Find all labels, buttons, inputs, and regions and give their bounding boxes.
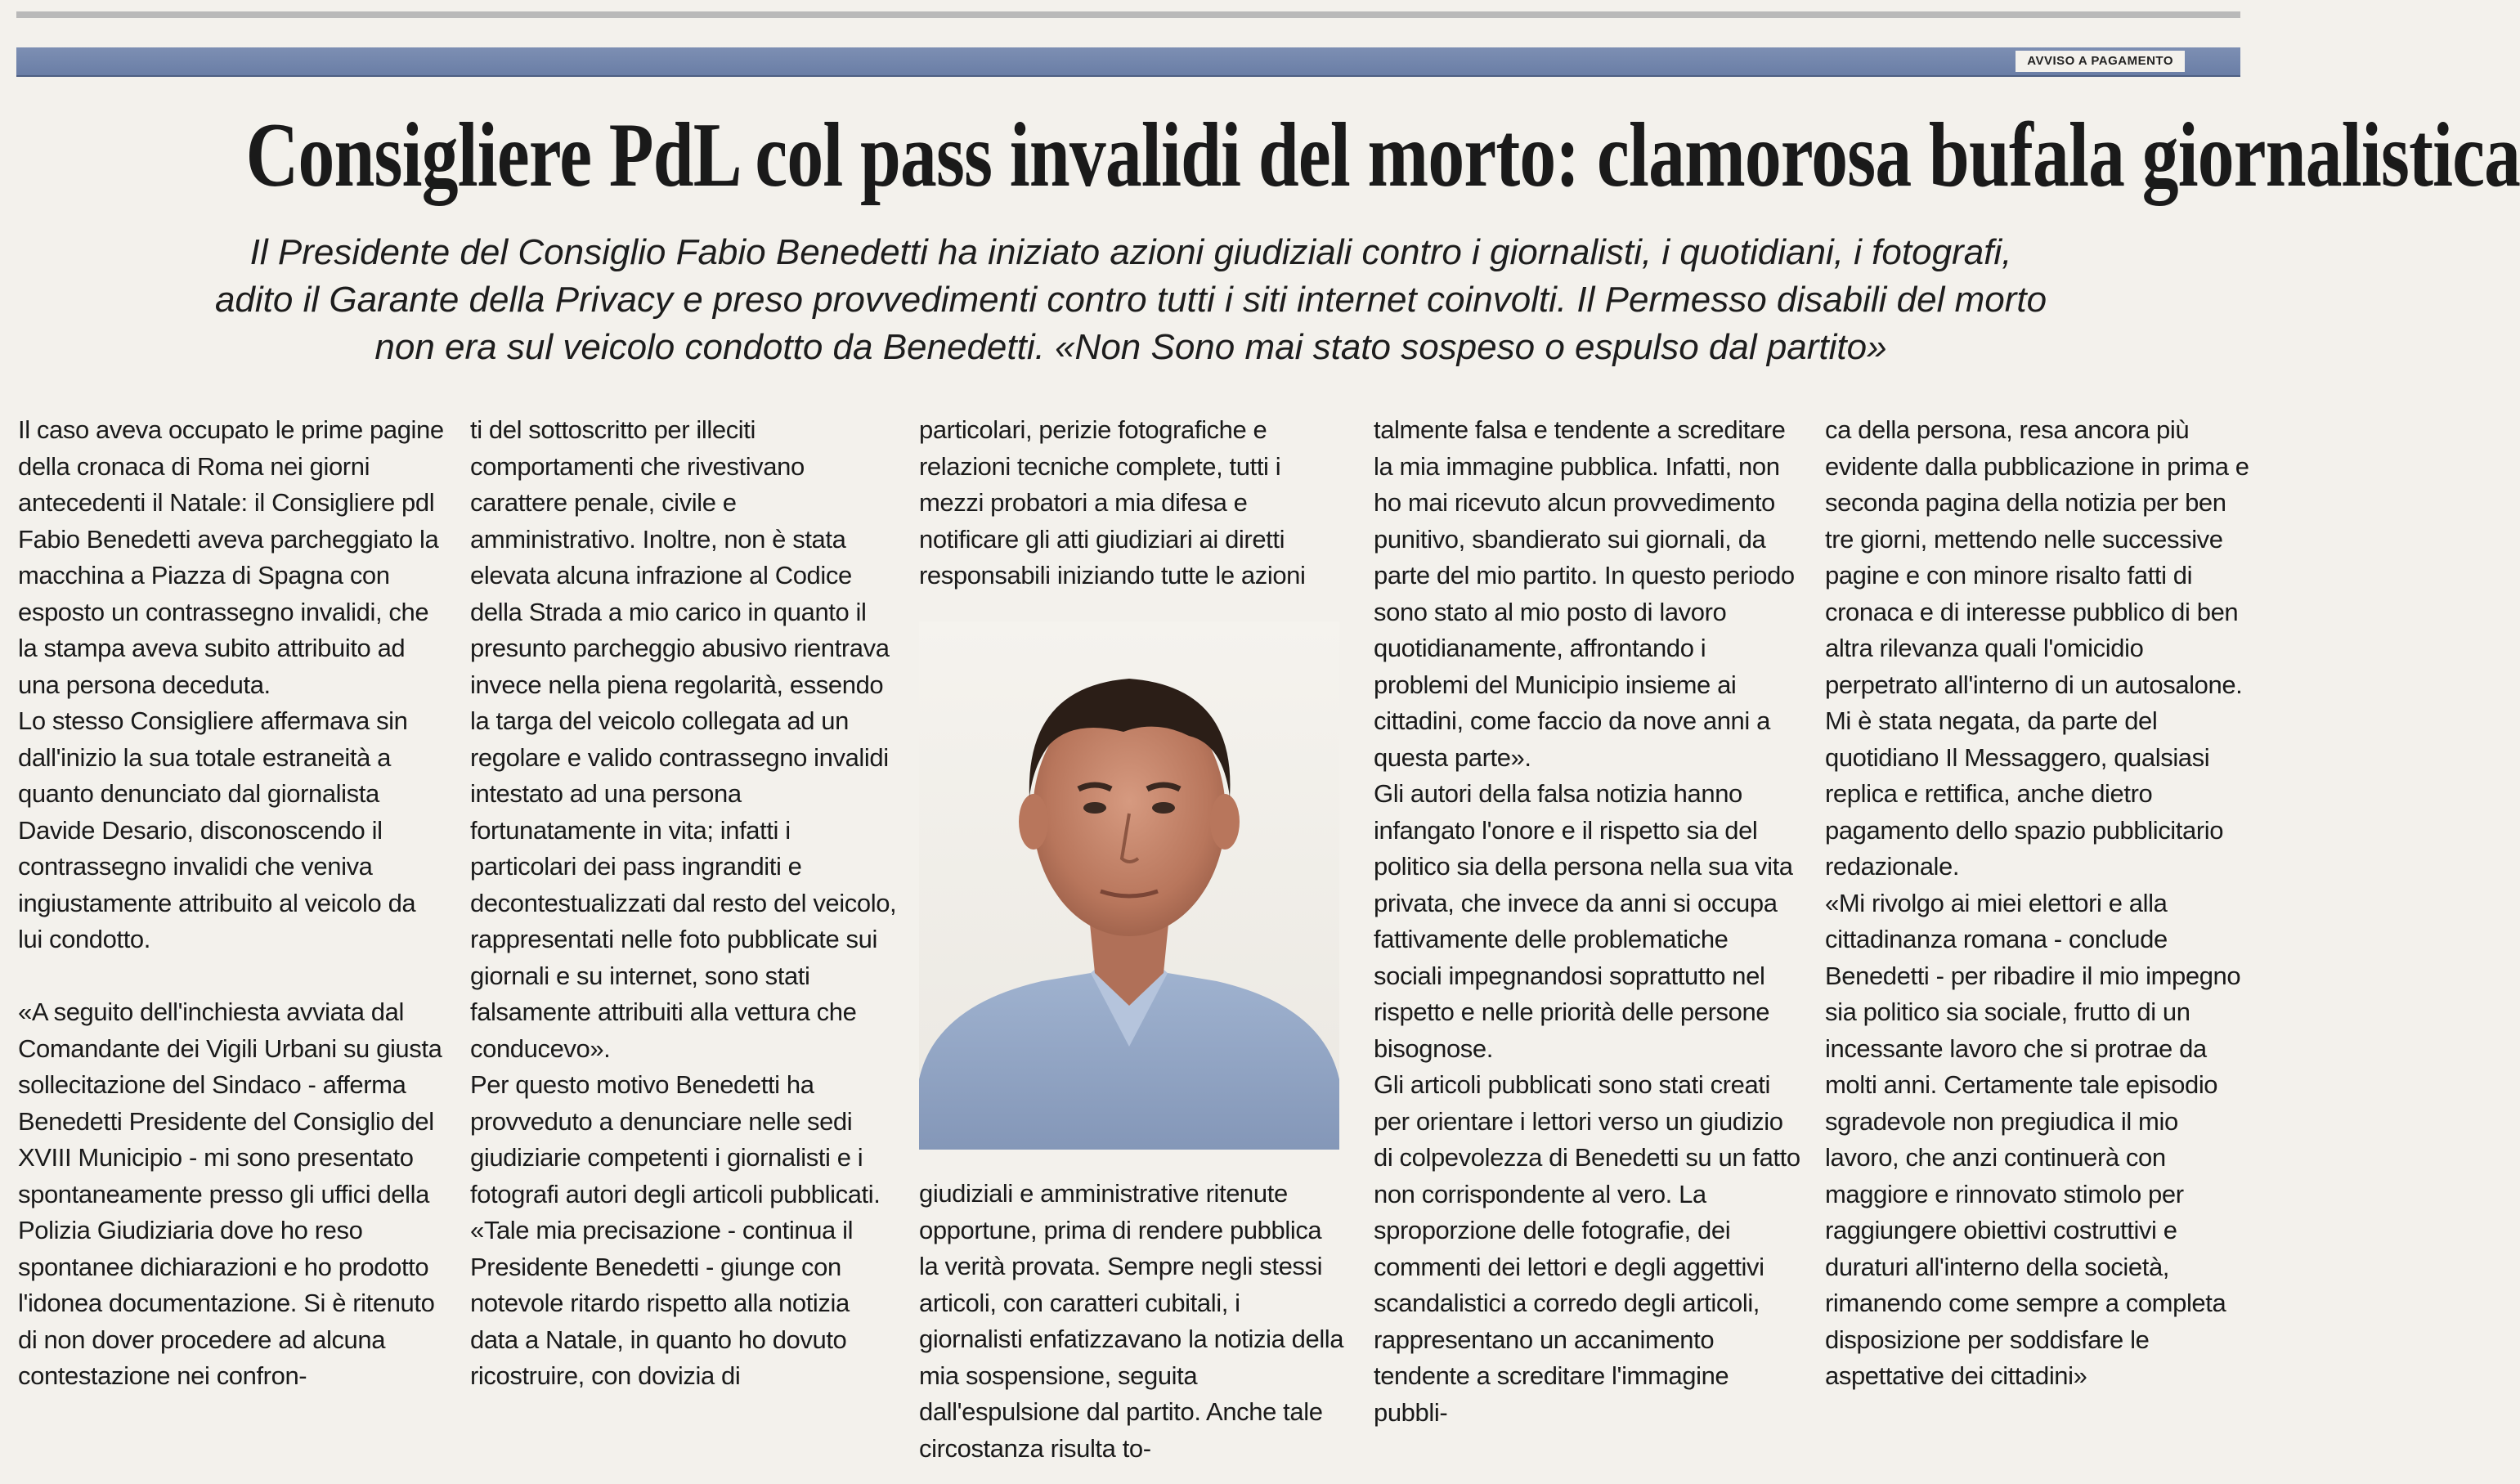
article-column-2 <box>470 412 897 1395</box>
paragraph: Il caso aveva occupato le prime pagine della cronaca di Roma nei giorni antecedenti il Natale: il Consigliere pdl Fabio Benedetti aveva parcheggiato la macchina a Piazza di Spagna con esposto un contrassegno invalidi, che la stampa aveva subito attribuito ad una persona deceduta. <box>18 415 444 699</box>
paragraph: Gli articoli pubblicati sono stati creati per orientare i lettori verso un giudizio di colpevolezza di Benedetti su un fatto non corrispondente al vero. La sproporzione delle fotografie, dei commenti dei lettori e degli aggettivi scandalistici a corredo degli articoli, rappresentano un accanimento tendente a screditare l'immagine pubbli- <box>1374 1070 1800 1427</box>
paragraph: particolari, perizie fotografiche e relazioni tecniche complete, tutti i mezzi probatori a mia difesa e notificare gli atti giudiziari ai diretti responsabili iniziando tutte le azioni <box>919 415 1306 590</box>
paragraph: «Tale mia precisazione - continua il Presidente Benedetti - giunge con notevole ritardo rispetto alla notizia data a Natale, in quanto ho dovuto ricostruire, con dovizia di <box>470 1216 854 1390</box>
article-column-3-top <box>919 412 1344 594</box>
paragraph: Per questo motivo Benedetti ha provveduto a denunciare nelle sedi giudiziarie competenti i giornalisti e i fotografi autori degli articoli pubblicati. <box>470 1070 881 1208</box>
paragraph: giudiziali e amministrative ritenute opportune, prima di rendere pubblica la verità provata. Sempre negli stessi articoli, con caratteri cubitali, i giornalisti enfatizzavano la notizia della mia sospensione, seguita dall'espulsione dal partito. Anche tale circostanza risulta to- <box>919 1179 1344 1463</box>
subhead-line: Il Presidente del Consiglio Fabio Benedetti ha iniziato azioni giudiziali contro i giornalisti, i quotidiani, i fotografi, <box>249 232 2012 272</box>
subhead-line: adito il Garante della Privacy e preso provvedimenti contro tutti i siti internet coinvolti. Il Permesso disabili del morto <box>214 280 2047 320</box>
article-column-3-bottom <box>919 1176 1344 1467</box>
paragraph: talmente falsa e tendente a screditare la mia immagine pubblica. Infatti, non ho mai ricevuto alcun provvedimento punitivo, sbandierato sui giornali, da parte del mio partito. In questo periodo sono stato al mio posto di lavoro quotidianamente, affrontando i problemi del Municipio insieme ai cittadini, come faccio da nove anni a questa parte». <box>1374 415 1795 772</box>
paragraph: «Mi rivolgo ai miei elettori e alla cittadinanza romana - conclude Benedetti - per ribadire il mio impegno sia politico sia sociale, frutto di un incessante lavoro che si protrae da molti anni. Certamente tale episodio sgradevole non pregiudica il mio lavoro, che anzi continuerà con maggiore e rinnovato stimolo per raggiungere obiettivi costruttivi e duraturi all'interno della società, rimanendo come sempre a completa disposizione per soddisfare le aspettative dei cittadini» <box>1825 888 2241 1390</box>
subheadline <box>49 229 2213 371</box>
paragraph: ti del sottoscritto per illeciti comportamenti che rivestivano carattere penale, civile e amministrativo. Inoltre, non è stata elevata alcuna infrazione al Codice della Strada a mio carico in quanto il presunto parcheggio abusivo rientrava invece nella piena regolarità, essendo la targa del veicolo collegata ad un regolare e valido contrassegno invalidi intestato ad una persona fortunatamente in vita; infatti i particolari dei pass ingranditi e decontestualizzati dal resto del veicolo, rappresentati nelle foto pubblicate sui giornali e su internet, sono stati falsamente attribuiti alla vettura che conducevo». <box>470 415 897 1063</box>
paragraph: «A seguito dell'inchiesta avviata dal Comandante dei Vigili Urbani su giusta sollecitazione del Sindaco - afferma Benedetti Presidente del Consiglio del XVIII Municipio - mi sono presentato spontaneamente presso gli uffici della Polizia Giudiziaria dove ho reso spontanee dichiarazioni e ho prodotto l'idonea documentazione. Si è ritenuto di non dover procedere ad alcuna contestazione nei confron- <box>18 998 442 1390</box>
subhead-line: non era sul veicolo condotto da Benedetti. «Non Sono mai stato sospeso o espulso dal partito» <box>374 327 1887 367</box>
article-column-4 <box>1374 412 1800 1431</box>
portrait-photo <box>919 621 1339 1150</box>
article-column-1 <box>18 412 445 1395</box>
paragraph: ca della persona, resa ancora più evidente dalla pubblicazione in prima e seconda pagina della notizia per ben tre giorni, mettendo nelle successive pagine e con minore risalto fatti di cronaca e di interesse pubblico di ben altra rilevanza quali l'omicidio perpetrato all'interno di un autosalone. Mi è stata negata, da parte del quotidiano Il Messaggero, qualsiasi replica e rettifica, anche dietro pagamento dello spazio pubblicitario redazionale. <box>1825 415 2249 881</box>
article-column-5 <box>1825 412 2252 1395</box>
header-band <box>16 47 2240 77</box>
headline: Consigliere PdL col pass invalidi del morto: clamorosa bufala giornalistica <box>245 105 2520 206</box>
paragraph: Lo stesso Consigliere affermava sin dall'inizio la sua totale estraneità a quanto denunciato dal giornalista Davide Desario, disconoscendo il contrassegno invalidi che veniva ingiustamente attribuito al veicolo da lui condotto. <box>18 706 416 953</box>
paid-notice-label: AVVISO A PAGAMENTO <box>2016 51 2185 72</box>
paragraph: Gli autori della falsa notizia hanno infangato l'onore e il rispetto sia del politico sia della persona nella sua vita privata, che invece da anni si occupa fattivamente delle problematiche sociali impegnandosi soprattutto nel rispetto e nelle priorità delle persone bisognose. <box>1374 779 1793 1063</box>
portrait-figure <box>919 621 1339 1150</box>
top-rule <box>16 11 2240 18</box>
